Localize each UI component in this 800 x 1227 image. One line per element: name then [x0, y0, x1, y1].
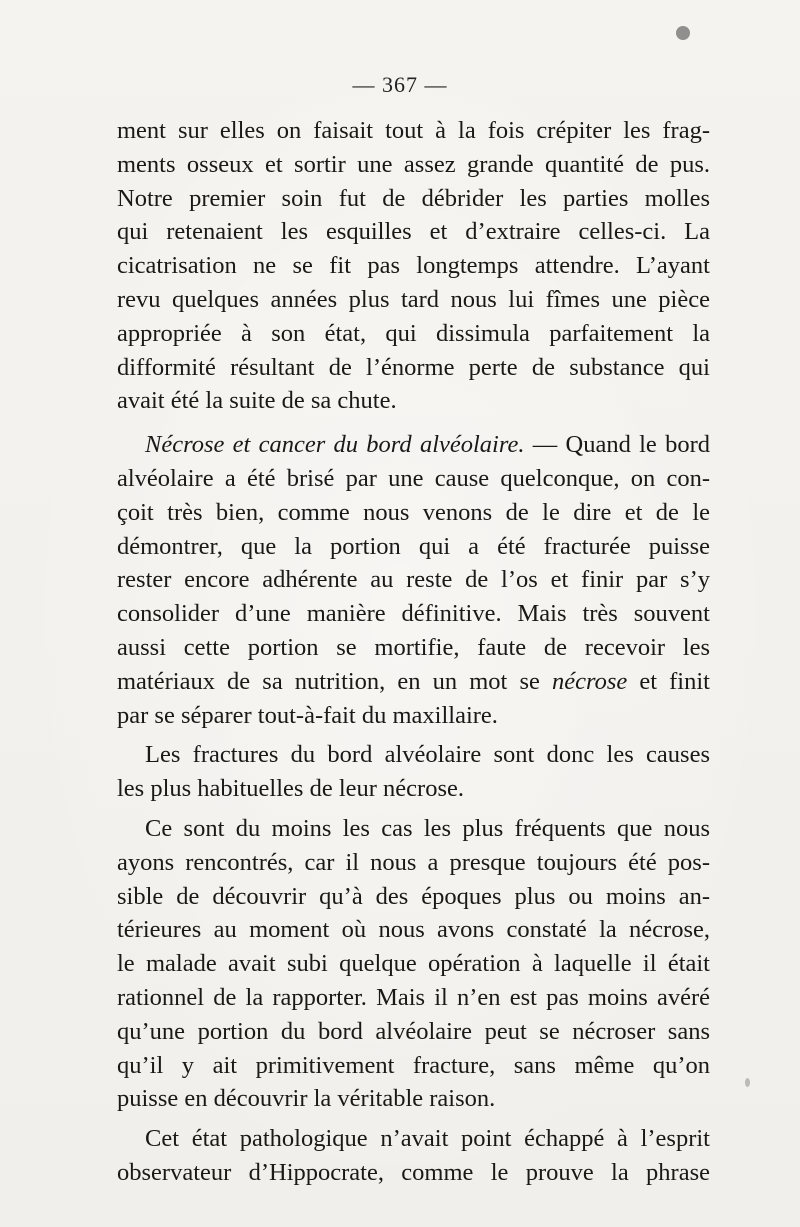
text-line: aussi cette portion se mortifie, faute de recevoir les: [117, 633, 710, 661]
text-line: appropriée à son état, qui dissimula parfaitement la: [117, 319, 710, 347]
emphasis: nécrose: [551, 667, 628, 695]
text-line: Cet état pathologique n’avait point échappé à l’esprit: [145, 1125, 710, 1153]
text-line: rationnel de la rapporter. Mais il n’en est pas moins avéré: [117, 983, 710, 1011]
text-line: ment sur elles on faisait tout à la fois crépiter les frag-: [117, 117, 710, 144]
paragraph: [117, 1122, 710, 1190]
paragraph: [117, 812, 710, 1116]
text-line: ments osseux et sortir une assez grande quantité de pus.: [117, 150, 710, 178]
text-line: avait été la suite de sa chute.: [117, 387, 397, 415]
text-line: qu’une portion du bord alvéolaire peut se nécroser sans: [117, 1017, 710, 1045]
text-line: par se séparer tout-à-fait du maxillaire.: [117, 701, 498, 729]
text-line: Ce sont du moins les cas les plus fréquents que nous: [145, 814, 710, 842]
text-line: rester encore adhérente au reste de l’os et finir par s’y: [117, 566, 710, 594]
text-line: [117, 665, 710, 699]
text-line: difformité résultant de l’énorme perte de substance qui: [117, 353, 710, 381]
text-run: et finit: [627, 667, 710, 695]
text-line: Notre premier soin fut de débrider les parties molles: [117, 184, 710, 212]
text-line: cicatrisation ne se fit pas longtemps attendre. L’ayant: [117, 252, 710, 280]
page-number: — 367 —: [352, 72, 448, 97]
text-line: démontrer, que la portion qui a été fracturée puisse: [117, 532, 710, 560]
text-line: [117, 428, 710, 462]
text-line: revu quelques années plus tard nous lui fîmes une pièce: [117, 285, 710, 313]
text-line: le malade avait subi quelque opération à laquelle il était: [117, 950, 710, 978]
text-line: sible de découvrir qu’à des époques plus ou moins an-: [117, 882, 710, 910]
text-line: térieures au moment où nous avons constaté la nécrose,: [117, 916, 710, 944]
text-line: alvéolaire a été brisé par une cause quelconque, on con-: [117, 464, 710, 492]
text-line: çoit très bien, comme nous venons de le dire et de le: [117, 498, 710, 526]
paragraph: [117, 428, 710, 732]
text-line: les plus habituelles de leur nécrose.: [117, 775, 464, 803]
ink-speck: [745, 1078, 750, 1087]
ink-spot: [676, 26, 690, 40]
body-text: [117, 114, 710, 1190]
text-line: qu’il y ait primitivement fracture, sans même qu’on: [117, 1051, 710, 1079]
text-line: ayons rencontrés, car il nous a presque toujours été pos-: [117, 848, 710, 876]
text-line: observateur d’Hippocrate, comme le prouve la phrase: [117, 1158, 710, 1186]
paragraph-gap: [117, 418, 710, 428]
section-heading: Nécrose et cancer du bord alvéolaire.: [145, 431, 525, 459]
text-line: Les fractures du bord alvéolaire sont donc les causes: [145, 741, 710, 769]
text-line: puisse en découvrir la véritable raison.: [117, 1085, 496, 1113]
text-line: qui retenaient les esquilles et d’extraire celles-ci. La: [117, 218, 710, 246]
text-run: matériaux de sa nutrition, en un mot se: [117, 667, 552, 695]
text-line: consolider d’une manière définitive. Mais très souvent: [117, 600, 710, 628]
heading-continuation: — Quand le bord: [524, 431, 710, 459]
paragraph: [117, 738, 710, 806]
paragraph: [117, 114, 710, 418]
